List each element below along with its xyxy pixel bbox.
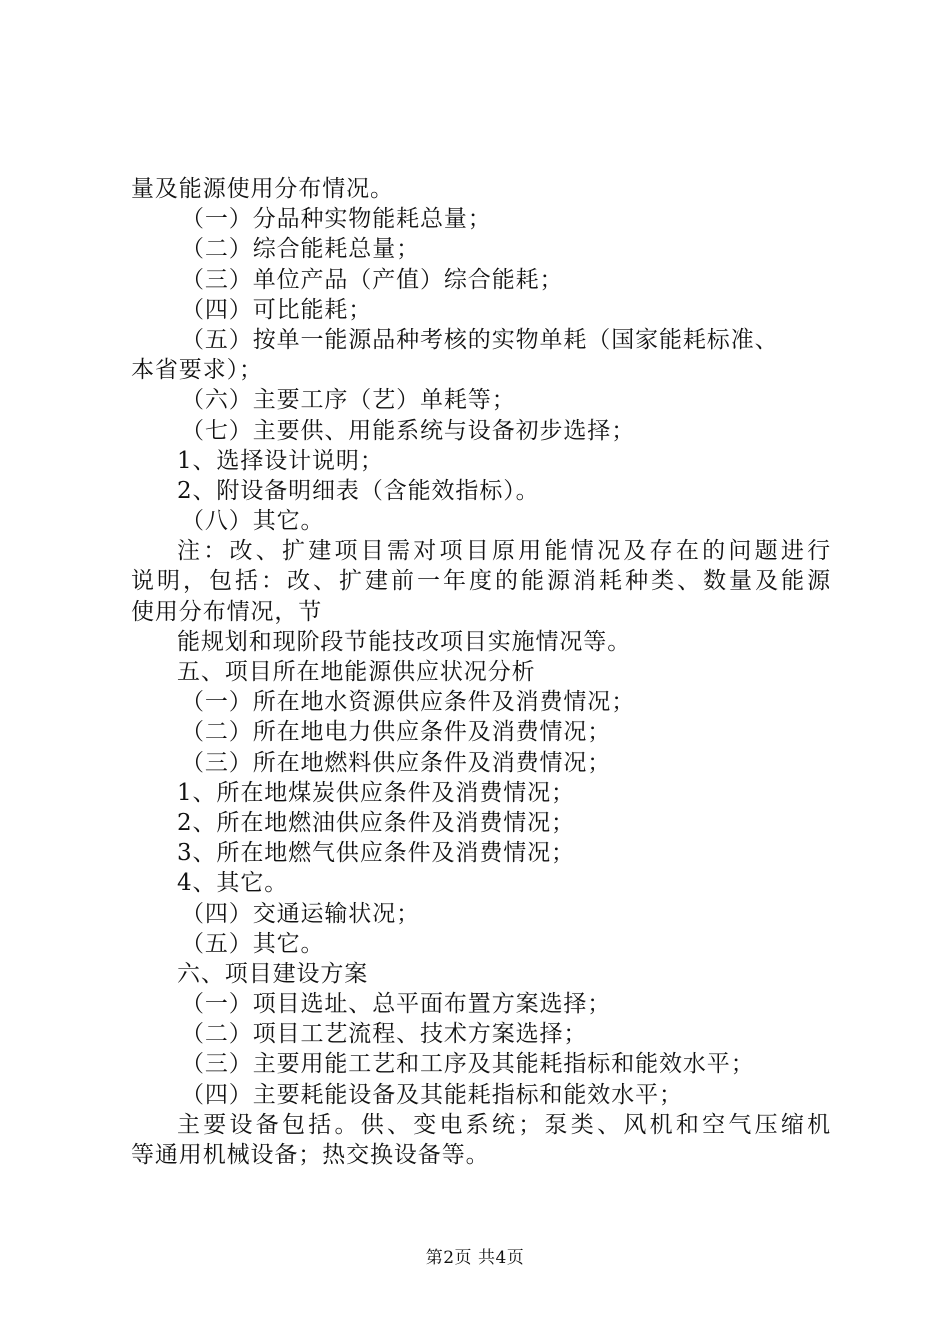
text-line: （五）按单一能源品种考核的实物单耗（国家能耗标准、 (181, 326, 779, 353)
text-line: 1、所在地煤炭供应条件及消费情况； (177, 779, 575, 806)
text-line: 注：改、扩建项目需对项目原用能情况及存在的问题进行 (177, 538, 831, 565)
text-line: （一）所在地水资源供应条件及消费情况； (181, 689, 636, 716)
section-heading: 五、项目所在地能源供应状况分析 (177, 659, 536, 685)
text-line: （二）综合能耗总量； (181, 236, 420, 263)
text-line: （四）可比能耗； (181, 296, 373, 323)
text-line: （三）所在地燃料供应条件及消费情况； (181, 749, 612, 776)
section-heading: 六、项目建设方案 (177, 960, 369, 987)
text-line: （二）所在地电力供应条件及消费情况； (181, 719, 612, 746)
text-line: （八）其它。 (181, 508, 325, 535)
text-line: 使用分布情况，节 (131, 598, 323, 625)
text-line: 等通用机械设备；热交换设备等。 (131, 1142, 490, 1168)
text-line: （四）主要耗能设备及其能耗指标和能效水平； (181, 1081, 683, 1108)
text-line: （一）项目选址、总平面布置方案选择； (181, 991, 612, 1018)
text-line: （三）主要用能工艺和工序及其能耗指标和能效水平； (181, 1051, 755, 1078)
text-line: 本省要求）； (131, 357, 263, 384)
document-body (131, 174, 831, 1170)
text-line: 4、其它。 (177, 870, 289, 897)
text-line: （二）项目工艺流程、技术方案选择； (181, 1021, 588, 1048)
text-line: （一）分品种实物能耗总量； (181, 206, 492, 233)
text-line: 量及能源使用分布情况。 (131, 176, 394, 202)
text-line: （七）主要供、用能系统与设备初步选择； (181, 417, 636, 444)
text-line: 2、附设备明细表（含能效指标）。 (177, 477, 540, 504)
text-line: （四）交通运输状况； (181, 900, 420, 927)
text-line: 主要设备包括。供、变电系统；泵类、风机和空气压缩机 (177, 1111, 831, 1138)
text-line: 能规划和现阶段节能技改项目实施情况等。 (177, 628, 632, 655)
text-line: （六）主要工序（艺）单耗等； (181, 387, 516, 414)
text-line: 1、选择设计说明； (177, 447, 384, 474)
text-line: 说明，包括：改、扩建前一年度的能源消耗种类、数量及能源 (131, 568, 831, 595)
text-line: 3、所在地燃气供应条件及消费情况； (177, 840, 575, 867)
text-line: （三）单位产品（产值）综合能耗； (181, 266, 564, 293)
page-number-footer: 第2页 共4页 (425, 1248, 525, 1268)
text-line: （五）其它。 (181, 930, 325, 957)
text-line: 2、所在地燃油供应条件及消费情况； (177, 809, 575, 836)
